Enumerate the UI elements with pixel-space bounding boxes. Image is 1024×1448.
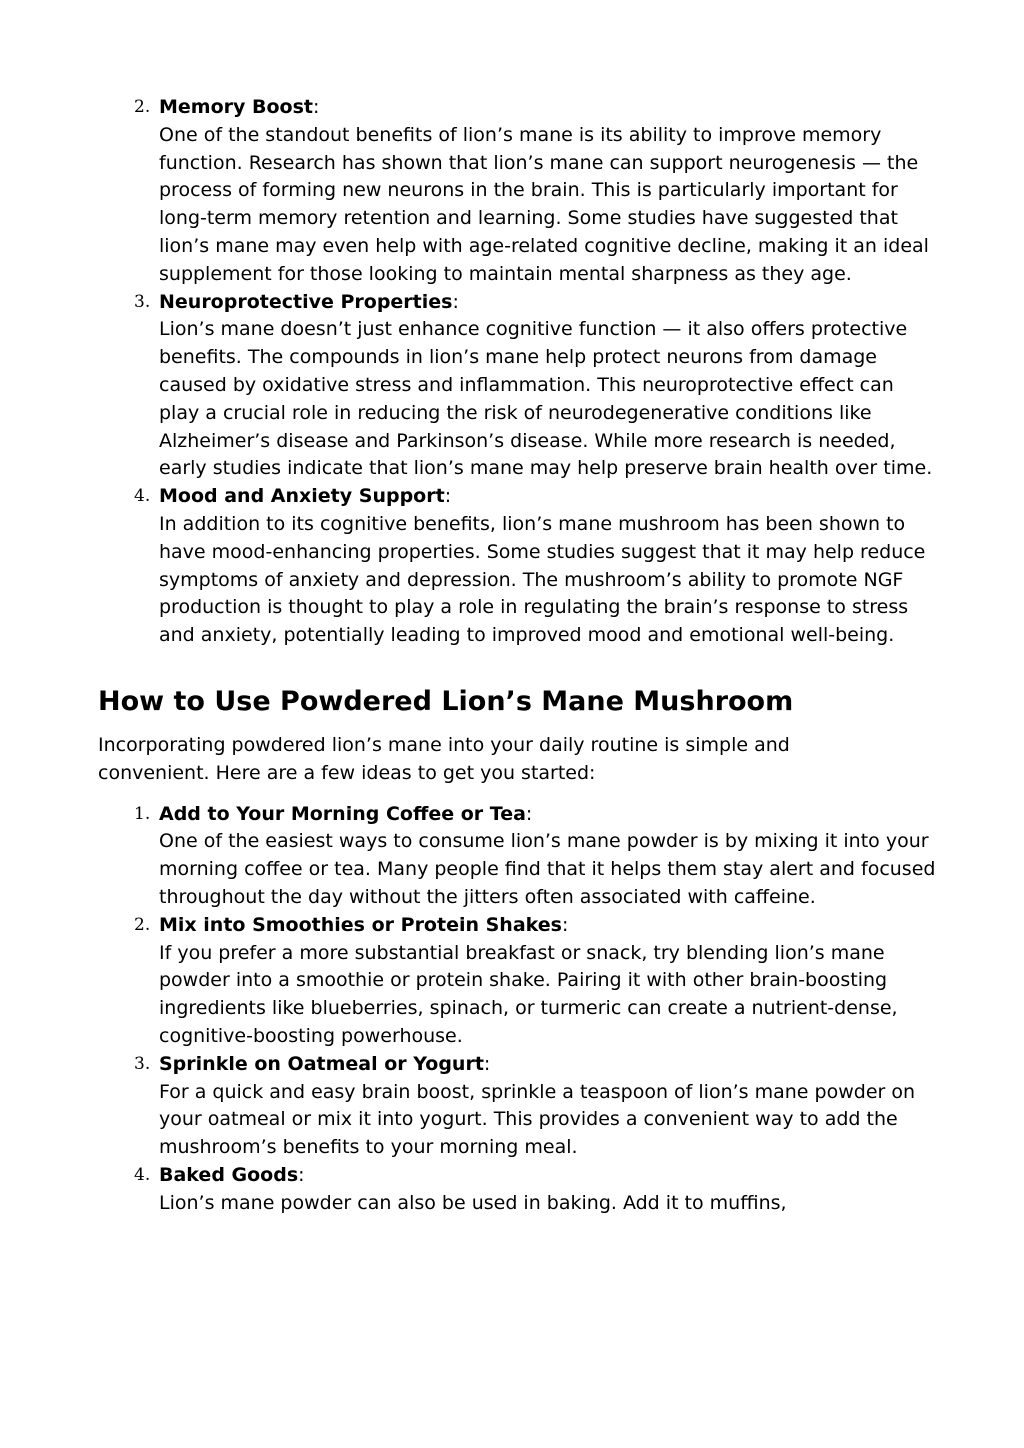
item-description: One of the easiest ways to consume lion’s mane powder is by mixing it into your morning coffee or tea. Many people find that it helps them stay alert and focused throughout the day without the jitters often associated with caffeine. bbox=[159, 830, 936, 908]
item-title: Add to Your Morning Coffee or Tea bbox=[159, 802, 526, 825]
list-number: 4. bbox=[134, 486, 151, 507]
list-number: 1. bbox=[134, 803, 151, 824]
item-colon: : bbox=[452, 290, 459, 313]
list-item bbox=[98, 94, 938, 289]
item-description: In addition to its cognitive benefits, lion’s mane mushroom has been shown to have mood-enhancing properties. Some studies suggest that it may help reduce symptoms of anxiety and depression. The mushroom’s ability to promote NGF production is thought to play a role in regulating the brain’s response to stress and anxiety, potentially leading to improved mood and emotional well-being. bbox=[159, 512, 926, 647]
item-colon: : bbox=[525, 802, 533, 825]
document-page bbox=[98, 94, 938, 1217]
item-title: Memory Boost bbox=[159, 96, 313, 118]
list-item bbox=[98, 483, 938, 650]
item-description: If you prefer a more substantial breakfast or snack, try blending lion’s mane powder into a smoothie or protein shake. Pairing it with other brain-boosting ingredients like blueberries, spinach, or turmeric can create a nutrient-dense, cognitive-boosting powerhouse. bbox=[159, 941, 898, 1047]
item-colon: : bbox=[298, 1163, 305, 1186]
list-number: 4. bbox=[134, 1164, 151, 1185]
item-description: Lion’s mane doesn’t just enhance cognitive function — it also offers protective benefits. The compounds in lion’s mane help protect neurons from damage caused by oxidative stress and inflammation. This neuroprotective effect can play a crucial role in reducing the risk of neurodegenerative conditions like Alzheimer’s disease and Parkinson’s disease. While more research is needed, early studies indicate that lion’s mane may help preserve brain health over time. bbox=[159, 318, 933, 480]
list-item bbox=[98, 1051, 938, 1162]
benefits-list bbox=[98, 94, 938, 650]
section-intro: Incorporating powdered lion’s mane into your daily routine is simple and convenient. Here are a few ideas to get you started: bbox=[98, 733, 790, 784]
item-title: Mix into Smoothies or Protein Shakes bbox=[159, 913, 562, 936]
list-number: 2. bbox=[134, 97, 151, 117]
item-colon: : bbox=[561, 913, 569, 936]
list-number: 2. bbox=[134, 914, 151, 935]
list-item bbox=[98, 1162, 938, 1218]
list-number: 3. bbox=[134, 1053, 151, 1074]
item-description: Lion’s mane powder can also be used in baking. Add it to muffins, bbox=[159, 1191, 787, 1214]
list-item bbox=[98, 801, 938, 912]
item-colon: : bbox=[483, 1052, 491, 1075]
item-description: For a quick and easy brain boost, sprinkle a teaspoon of lion’s mane powder on your oatmeal or mix it into yogurt. This provides a convenient way to add the mushroom’s benefits to your morning meal. bbox=[159, 1080, 916, 1159]
list-number: 3. bbox=[134, 291, 151, 312]
item-description: One of the standout benefits of lion’s mane is its ability to improve memory function. Research has shown that lion’s mane can support neurogenesis — the process of forming new neurons in the brain. This is particularly important for long-term memory retention and learning. Some studies have suggested that lion’s mane may even help with age-related cognitive decline, making it an ideal supplement for those looking to maintain mental sharpness as they age. bbox=[159, 123, 929, 285]
item-colon: : bbox=[313, 96, 320, 118]
item-title: Baked Goods bbox=[159, 1163, 299, 1186]
item-title: Neuroprotective Properties bbox=[159, 290, 453, 313]
list-item bbox=[98, 912, 938, 1051]
item-colon: : bbox=[444, 485, 452, 508]
usage-list bbox=[98, 801, 938, 1218]
item-title: Sprinkle on Oatmeal or Yogurt bbox=[159, 1052, 484, 1075]
item-title: Mood and Anxiety Support bbox=[159, 485, 445, 508]
list-item bbox=[98, 289, 938, 484]
section-heading: How to Use Powdered Lion’s Mane Mushroom bbox=[98, 685, 794, 717]
